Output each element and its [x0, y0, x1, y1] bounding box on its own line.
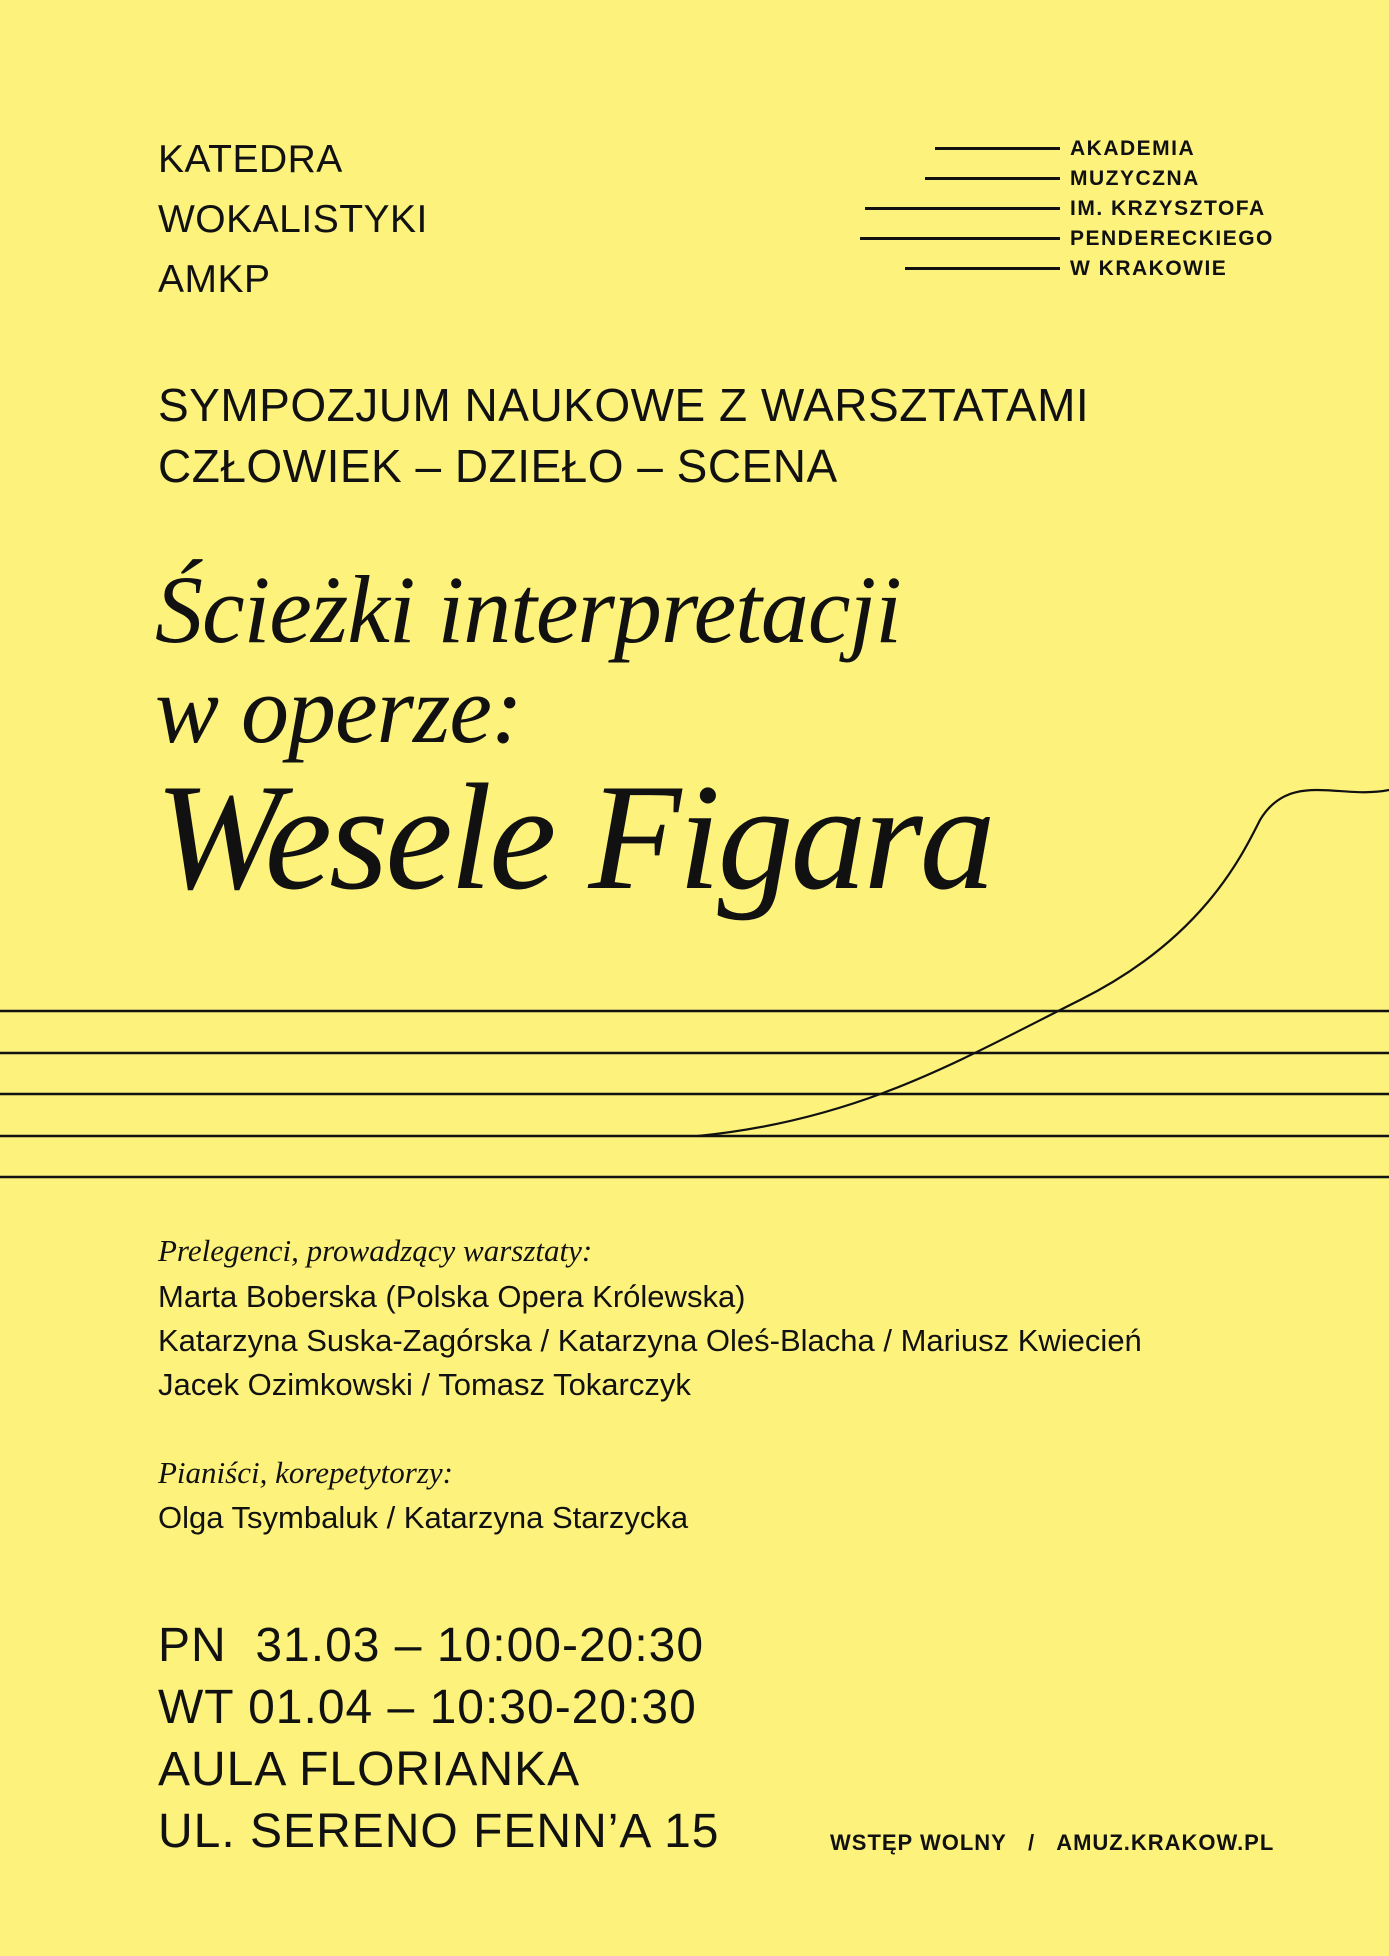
department-line: WOKALISTYKI: [158, 198, 428, 241]
free-entry-text: WSTĘP WOLNY: [830, 1830, 1007, 1855]
footer: [830, 1830, 1274, 1856]
speakers-line: Marta Boberska (Polska Opera Królewska): [158, 1279, 746, 1314]
venue-name: AULA FLORIANKA: [158, 1743, 581, 1796]
speakers-line: Katarzyna Suska-Zagórska / Katarzyna Oleś-Blacha / Mariusz Kwiecień: [158, 1323, 1142, 1358]
venue-address: UL. SERENO FENN’A 15: [158, 1805, 720, 1858]
schedule-line: WT 01.04 – 10:30-20:30: [158, 1681, 697, 1734]
symposium-line-2: CZŁOWIEK – DZIEŁO – SCENA: [158, 440, 838, 492]
speakers-label: Prelegenci, prowadzący warsztaty:: [158, 1233, 593, 1268]
department-line: KATEDRA: [158, 138, 343, 181]
symposium-line-1: SYMPOZJUM NAUKOWE Z WARSZTATAMI: [158, 379, 1090, 431]
title-line-1: Ścieżki interpretacji: [155, 556, 901, 663]
logo-text-line: MUZYCZNA: [1070, 167, 1200, 190]
logo-text-line: PENDERECKIEGO: [1070, 227, 1274, 250]
title-line-3: Wesele Figara: [155, 753, 993, 921]
logo-text-line: IM. KRZYSZTOFA: [1070, 197, 1266, 220]
pianists-line: Olga Tsymbaluk / Katarzyna Starzycka: [158, 1500, 689, 1535]
title-line-2: w operze:: [155, 656, 522, 763]
logo-text-line: W KRAKOWIE: [1070, 257, 1228, 280]
pianists-list: [158, 1496, 688, 1540]
pianists-label: Pianiści, korepetytorzy:: [158, 1455, 453, 1490]
event-title: [155, 556, 993, 921]
logo-text-line: AKADEMIA: [1070, 137, 1196, 160]
schedule-line: PN 31.03 – 10:00-20:30: [158, 1619, 705, 1672]
footer-separator: /: [1027, 1830, 1036, 1855]
speakers-line: Jacek Ozimkowski / Tomasz Tokarczyk: [158, 1367, 691, 1402]
schedule-block: [158, 1615, 720, 1863]
website-link[interactable]: AMUZ.KRAKOW.PL: [1056, 1830, 1275, 1855]
department-line: AMKP: [158, 258, 271, 301]
speakers-list: [158, 1275, 1142, 1407]
